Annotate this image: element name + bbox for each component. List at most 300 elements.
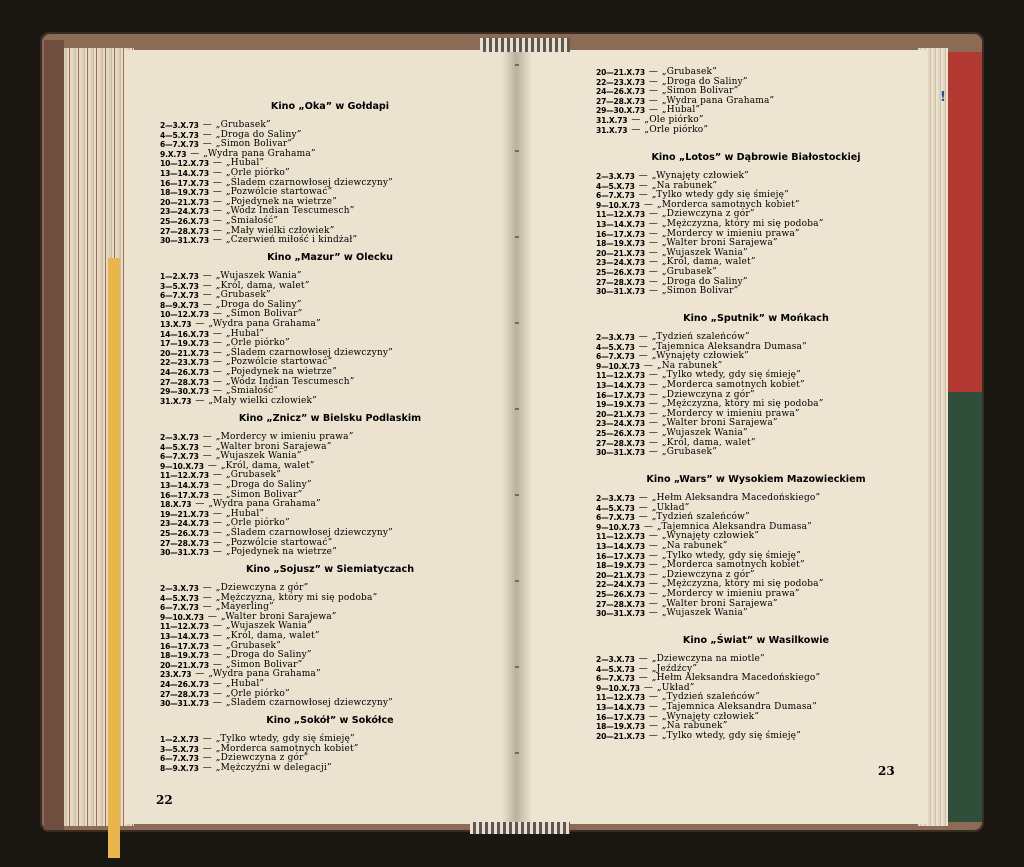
screening-entry	[596, 429, 916, 439]
dash-separator: —	[648, 218, 658, 229]
dash-separator: —	[638, 493, 648, 503]
film-title: „Droga do Saliny”	[215, 299, 302, 310]
screening-date: 9—10.X.73	[596, 200, 640, 210]
section-heading: Kino „Sojusz” w Siemiatyczach	[245, 564, 415, 575]
dash-separator: —	[202, 290, 212, 301]
film-title: „Pojedynek na wietrze”	[225, 547, 338, 558]
dash-separator: —	[212, 650, 222, 661]
film-title: „Tylko wtedy, gdy się śmieję”	[661, 730, 802, 741]
film-title: „Hubal”	[225, 678, 265, 689]
dash-separator: —	[648, 379, 658, 390]
dash-separator: —	[212, 386, 222, 397]
screening-date: 2—3.X.73	[596, 655, 635, 664]
dash-separator: —	[648, 76, 658, 87]
film-title: „Tylko wtedy, gdy się śmieję”	[661, 370, 802, 381]
dash-separator: —	[212, 659, 222, 670]
screening-date: 20—21.X.73	[596, 570, 645, 580]
screening-list	[596, 494, 916, 619]
film-title: „Simon Bolivar”	[661, 86, 739, 97]
dash-separator: —	[202, 602, 212, 613]
screening-date: 9—10.X.73	[596, 683, 640, 693]
dash-separator: —	[648, 579, 658, 590]
dash-separator: —	[631, 124, 641, 135]
dash-separator: —	[648, 692, 658, 703]
dash-separator: —	[648, 95, 658, 106]
screening-date: 22—23.X.73	[596, 77, 645, 87]
section-heading: Kino „Wars” w Wysokiem Mazowieckiem	[646, 474, 866, 485]
film-title: „Mordercy w imieniu prawa”	[661, 588, 800, 599]
screening-date: 25—26.X.73	[596, 267, 645, 277]
screening-date: 4—5.X.73	[160, 442, 199, 452]
screening-date: 18—19.X.73	[596, 722, 645, 732]
screening-date: 30—31.X.73	[160, 699, 209, 709]
section-heading: Kino „Sputnik” w Mońkach	[683, 313, 829, 324]
film-title: „Król, dama, walet”	[220, 460, 315, 471]
screening-date: 11—12.X.73	[596, 693, 645, 703]
screening-entry	[160, 651, 500, 661]
screening-list	[596, 655, 916, 741]
film-title: „Jeźdźcy”	[651, 663, 698, 674]
screening-date: 23—24.X.73	[160, 519, 209, 529]
film-title: „Grubasek”	[225, 470, 281, 481]
film-title: „Grubasek”	[661, 266, 717, 277]
screening-date: 13.X.73	[160, 319, 192, 329]
dash-separator: —	[212, 206, 222, 217]
film-title: „Wujaszek Wania”	[225, 621, 312, 632]
screening-list	[596, 68, 916, 135]
screening-entry	[596, 239, 916, 249]
film-title: „Pojedynek na wietrze”	[225, 196, 338, 207]
section-heading: Kino „Znicz” w Bielsku Podlaskim	[238, 413, 422, 424]
dash-separator: —	[638, 654, 648, 664]
screening-date: 13—14.X.73	[596, 219, 645, 229]
dash-separator: —	[212, 225, 222, 236]
screening-date: 10—12.X.73	[160, 159, 209, 169]
film-title: „Mały wielki człowiek”	[208, 395, 317, 406]
dash-separator: —	[212, 347, 222, 358]
dash-separator: —	[212, 309, 222, 320]
screening-date: 9—10.X.73	[160, 612, 204, 622]
screening-date: 23.X.73	[160, 670, 192, 680]
screening-date: 13—14.X.73	[160, 168, 209, 178]
screening-entry	[160, 236, 500, 246]
dash-separator: —	[643, 360, 653, 371]
film-title: „Śladem czarnowłosej dziewczyny”	[225, 527, 393, 538]
film-title: „Mężczyzna, który mi się podoba”	[661, 399, 824, 410]
film-title: „Walter broni Sarajewa”	[215, 441, 332, 452]
dash-separator: —	[648, 608, 658, 619]
film-title: „Wydra pana Grahama”	[203, 148, 316, 159]
screening-entry	[596, 126, 916, 136]
dash-separator: —	[212, 508, 222, 519]
screening-entry	[160, 670, 500, 680]
screening-date: 18—19.X.73	[596, 561, 645, 571]
screening-date: 9—10.X.73	[596, 522, 640, 532]
film-title: „Mężczyzna, który mi się podoba”	[215, 592, 378, 603]
footband	[470, 822, 570, 834]
dash-separator: —	[648, 598, 658, 609]
dash-separator: —	[648, 550, 658, 561]
film-title: „Pozwólcie startować”	[225, 187, 333, 198]
screening-date: 25—26.X.73	[596, 428, 645, 438]
section-wars	[596, 474, 916, 619]
film-title: „Wydra pana Grahama”	[208, 318, 321, 329]
screening-entry	[596, 713, 916, 723]
dash-separator: —	[648, 257, 658, 268]
screening-entry	[160, 613, 500, 623]
screening-entry	[596, 561, 916, 571]
film-title: „Czerwień miłość i kindżał”	[225, 235, 358, 246]
film-title: „Wydra pana Grahama”	[208, 499, 321, 510]
dash-separator: —	[212, 215, 222, 226]
screening-date: 16—17.X.73	[160, 178, 209, 188]
film-title: „Pojedynek na wietrze”	[225, 366, 338, 377]
screening-date: 11—12.X.73	[596, 371, 645, 381]
screening-date: 16—17.X.73	[596, 712, 645, 722]
dash-separator: —	[648, 701, 658, 712]
film-title: „Na rabunek”	[661, 540, 728, 551]
film-title: „Król, dama, walet”	[661, 257, 756, 268]
film-title: „Dziewczyna z gór”	[661, 569, 755, 580]
dash-separator: —	[202, 451, 212, 462]
screening-date: 9.X.73	[160, 149, 187, 159]
dash-separator: —	[648, 266, 658, 277]
screening-entry	[160, 642, 500, 652]
screening-entry	[596, 268, 916, 278]
screening-entry	[160, 378, 500, 388]
dash-separator: —	[202, 583, 212, 593]
film-title: „Król, dama, walet”	[661, 437, 756, 448]
dash-separator: —	[212, 547, 222, 558]
film-title: „Król, dama, walet”	[225, 630, 320, 641]
screening-date: 30—31.X.73	[596, 287, 645, 297]
section-swiat	[596, 635, 916, 741]
screening-date: 16—17.X.73	[160, 490, 209, 500]
dash-separator: —	[648, 209, 658, 220]
screening-entry	[160, 500, 500, 510]
dash-separator: —	[212, 338, 222, 349]
dash-separator: —	[212, 640, 222, 651]
dash-separator: —	[648, 427, 658, 438]
dash-separator: —	[202, 299, 212, 310]
screening-date: 20—21.X.73	[160, 660, 209, 670]
screening-date: 16—17.X.73	[596, 551, 645, 561]
film-title: „Wódz Indian Tescumesch”	[225, 206, 355, 217]
yellow-page-tab	[108, 258, 120, 858]
dash-separator: —	[638, 502, 648, 513]
dash-separator: —	[648, 399, 658, 410]
screening-date: 11—12.X.73	[160, 622, 209, 632]
film-title: „Simon Bolivar”	[225, 659, 303, 670]
screening-date: 4—5.X.73	[596, 664, 635, 674]
dash-separator: —	[648, 437, 658, 448]
dash-separator: —	[648, 711, 658, 722]
dash-separator: —	[648, 105, 658, 116]
dash-separator: —	[648, 238, 658, 249]
screening-entry	[596, 287, 916, 297]
film-title: „Walter broni Sarajewa”	[661, 418, 778, 429]
screening-entry	[160, 680, 500, 690]
film-title: „Mordercy w imieniu prawa”	[661, 228, 800, 239]
dash-separator: —	[648, 389, 658, 400]
blue-mark-icon: !	[940, 90, 946, 105]
film-title: „Walter broni Sarajewa”	[220, 611, 337, 622]
dash-separator: —	[207, 460, 217, 471]
screening-date: 2—3.X.73	[160, 121, 199, 130]
film-title: „Na rabunek”	[651, 180, 718, 191]
film-title: „Wujaszek Wania”	[661, 608, 748, 619]
film-title: „Simon Bolivar”	[661, 286, 739, 297]
screening-entry	[160, 548, 500, 558]
film-title: „Wujaszek Wania”	[661, 427, 748, 438]
dash-separator: —	[648, 276, 658, 287]
screening-date: 29—30.X.73	[596, 106, 645, 116]
screening-list	[596, 172, 916, 297]
section-lotos	[596, 152, 916, 297]
dash-separator: —	[212, 537, 222, 548]
screening-date: 31.X.73	[596, 115, 628, 125]
screening-date: 4—5.X.73	[596, 342, 635, 352]
screening-date: 27—28.X.73	[596, 599, 645, 609]
film-title: „Śladem czarnowłosej dziewczyny”	[225, 347, 393, 358]
screening-entry	[596, 600, 916, 610]
film-title: „Walter broni Sarajewa”	[661, 238, 778, 249]
film-title: „Hubal”	[225, 508, 265, 519]
dash-separator: —	[638, 673, 648, 684]
film-title: „Wydra pana Grahama”	[661, 95, 775, 106]
dash-separator: —	[638, 341, 648, 352]
screening-date: 19—19.X.73	[596, 400, 645, 410]
dash-separator: —	[212, 527, 222, 538]
screening-date: 13—14.X.73	[160, 631, 209, 641]
dash-separator: —	[648, 588, 658, 599]
screening-entry	[160, 159, 500, 169]
screening-entry	[596, 201, 916, 211]
film-title: „Orle piórko”	[225, 167, 290, 178]
screening-entry	[596, 278, 916, 288]
film-title: „Układ”	[656, 682, 695, 693]
screening-date: 30—31.X.73	[596, 448, 645, 458]
section-mazur	[160, 252, 500, 406]
page-number-left: 22	[156, 793, 173, 807]
screening-entry	[596, 249, 916, 259]
film-title: „Tajemnica Aleksandra Dumasa”	[661, 701, 818, 712]
dash-separator: —	[202, 139, 212, 150]
dash-separator: —	[195, 318, 205, 329]
film-title: „Wydra pana Grahama”	[208, 669, 321, 680]
film-title: „Tydzień szaleńców”	[661, 692, 761, 703]
film-title: „Śmiałość”	[225, 386, 279, 397]
dash-separator: —	[212, 470, 222, 481]
screening-date: 11—12.X.73	[596, 532, 645, 542]
screening-entry	[160, 301, 500, 311]
screening-date: 13—14.X.73	[596, 702, 645, 712]
dash-separator: —	[202, 441, 212, 452]
film-title: „Grubasek”	[215, 120, 271, 130]
dash-separator: —	[202, 271, 212, 281]
screening-date: 4—5.X.73	[160, 593, 199, 603]
dash-separator: —	[212, 489, 222, 500]
film-title: „Morderca samotnych kobiet”	[656, 199, 800, 210]
screening-entry	[596, 419, 916, 429]
screening-list	[160, 584, 500, 709]
screening-date: 19—21.X.73	[160, 509, 209, 519]
screening-date: 20—21.X.73	[596, 731, 645, 741]
film-title: „Mały wielki człowiek”	[225, 225, 335, 236]
screening-date: 27—28.X.73	[596, 96, 645, 106]
dash-separator: —	[638, 180, 648, 191]
dash-separator: —	[648, 447, 658, 458]
screening-entry	[596, 448, 916, 458]
dash-separator: —	[212, 187, 222, 198]
page-number-right: 23	[878, 764, 895, 778]
dash-separator: —	[212, 158, 222, 169]
section-heading: Kino „Sokół” w Sokółce	[266, 715, 394, 726]
screening-entry	[160, 481, 500, 491]
film-title: „Simon Bolivar”	[225, 309, 303, 320]
screening-entry	[160, 632, 500, 642]
screening-date: 25—26.X.73	[596, 589, 645, 599]
screening-entry	[596, 609, 916, 619]
screening-entry	[160, 622, 500, 632]
screening-entry	[596, 532, 916, 542]
screening-date: 30—31.X.73	[596, 609, 645, 619]
screening-date: 4—5.X.73	[160, 130, 199, 140]
screening-date: 9—10.X.73	[596, 361, 640, 371]
screening-date: 24—26.X.73	[160, 367, 209, 377]
film-title: „Grubasek”	[661, 447, 717, 458]
section-znicz	[160, 413, 500, 558]
dash-separator: —	[202, 280, 212, 291]
screening-date: 6—7.X.73	[596, 513, 635, 523]
screening-date: 20—21.X.73	[596, 248, 645, 258]
film-title: „Tylko wtedy gdy się śmieję”	[651, 190, 789, 201]
film-title: „Orle piórko”	[225, 688, 290, 699]
dash-separator: —	[648, 370, 658, 381]
dash-separator: —	[202, 120, 212, 130]
film-title: „Dziewczyna z gór”	[661, 209, 755, 220]
screening-date: 6—7.X.73	[160, 603, 199, 613]
film-title: „Droga do Saliny”	[225, 479, 312, 490]
screening-date: 18—19.X.73	[596, 239, 645, 249]
film-title: „Dziewczyna z gór”	[661, 389, 755, 400]
screening-entry	[160, 330, 500, 340]
film-title: „Wynajęty człowiek”	[651, 351, 749, 362]
screening-entry	[596, 258, 916, 268]
dash-separator: —	[212, 688, 222, 699]
film-title: „Grubasek”	[661, 67, 717, 77]
screening-date: 22—24.X.73	[596, 580, 645, 590]
screening-date: 1—2.X.73	[160, 735, 199, 744]
dash-separator: —	[190, 148, 200, 159]
screening-entry	[596, 381, 916, 391]
screening-list	[160, 735, 500, 773]
film-title: „Na rabunek”	[656, 360, 723, 371]
film-title: „Hubal”	[225, 328, 265, 339]
film-title: „Hełm Aleksandra Macedońskiego”	[651, 673, 821, 684]
dash-separator: —	[212, 518, 222, 529]
dash-separator: —	[643, 199, 653, 210]
section-heading: Kino „Lotos” w Dąbrowie Białostockiej	[651, 152, 861, 163]
screening-date: 25—26.X.73	[160, 216, 209, 226]
dash-separator: —	[212, 621, 222, 632]
dash-separator: —	[195, 395, 205, 406]
dash-separator: —	[648, 569, 658, 580]
screening-date: 6—7.X.73	[596, 191, 635, 201]
screening-date: 9—10.X.73	[160, 461, 204, 471]
dash-separator: —	[638, 512, 648, 523]
dash-separator: —	[648, 540, 658, 551]
screening-date: 8—9.X.73	[160, 300, 199, 310]
dash-separator: —	[212, 376, 222, 387]
film-title: „Droga do Saliny”	[225, 650, 312, 661]
section-sokol	[160, 715, 500, 773]
film-title: „Morderca samotnych kobiet”	[661, 560, 805, 571]
screening-entry	[596, 439, 916, 449]
section-oka	[160, 101, 500, 246]
dash-separator: —	[648, 247, 658, 258]
film-title: „Mężczyzna, który mi się podoba”	[661, 218, 824, 229]
film-title: „Wódz Indian Tescumesch”	[225, 376, 355, 387]
dash-separator: —	[648, 531, 658, 542]
dash-separator: —	[648, 560, 658, 571]
film-title: „Simon Bolivar”	[215, 139, 293, 150]
dash-separator: —	[648, 67, 658, 77]
screening-date: 3—5.X.73	[160, 281, 199, 291]
screening-date: 30—31.X.73	[160, 548, 209, 558]
dash-separator: —	[648, 721, 658, 732]
dash-separator: —	[212, 357, 222, 368]
screening-date: 6—7.X.73	[596, 674, 635, 684]
screening-entry	[160, 320, 500, 330]
film-title: „Morderca samotnych kobiet”	[661, 379, 805, 390]
screening-date: 6—7.X.73	[596, 352, 635, 362]
screening-entry	[596, 68, 916, 78]
screening-date: 4—5.X.73	[596, 181, 635, 191]
dash-separator: —	[212, 479, 222, 490]
film-title: „Układ”	[651, 502, 690, 513]
screening-date: 11—12.X.73	[160, 471, 209, 481]
film-title: „Tylko wtedy, gdy się śmieję”	[661, 550, 802, 561]
screening-date: 6—7.X.73	[160, 452, 199, 462]
screening-date: 23—24.X.73	[596, 258, 645, 268]
screening-date: 2—3.X.73	[160, 584, 199, 593]
dash-separator: —	[212, 196, 222, 207]
dash-separator: —	[648, 408, 658, 419]
dash-separator: —	[643, 521, 653, 532]
film-title: „Wujaszek Wania”	[215, 271, 302, 281]
screening-date: 10—12.X.73	[160, 310, 209, 320]
screening-date: 6—7.X.73	[160, 140, 199, 150]
screening-date: 24—26.X.73	[160, 679, 209, 689]
dash-separator: —	[195, 669, 205, 680]
film-title: „Wynajęty człowiek”	[661, 531, 760, 542]
screening-date: 25—26.X.73	[160, 528, 209, 538]
dash-separator: —	[202, 129, 212, 140]
screening-date: 13—14.X.73	[596, 541, 645, 551]
screening-date: 2—3.X.73	[596, 494, 635, 503]
dash-separator: —	[631, 114, 641, 125]
dash-separator: —	[212, 630, 222, 641]
film-title: „Droga do Saliny”	[215, 129, 302, 140]
screening-list	[596, 333, 916, 458]
screening-date: 16—17.X.73	[596, 229, 645, 239]
film-title: „Grubasek”	[215, 290, 271, 301]
screening-entry	[160, 397, 500, 407]
dash-separator: —	[212, 328, 222, 339]
dash-separator: —	[195, 499, 205, 510]
film-title: „Mężczyźni w delegacji”	[215, 762, 332, 773]
